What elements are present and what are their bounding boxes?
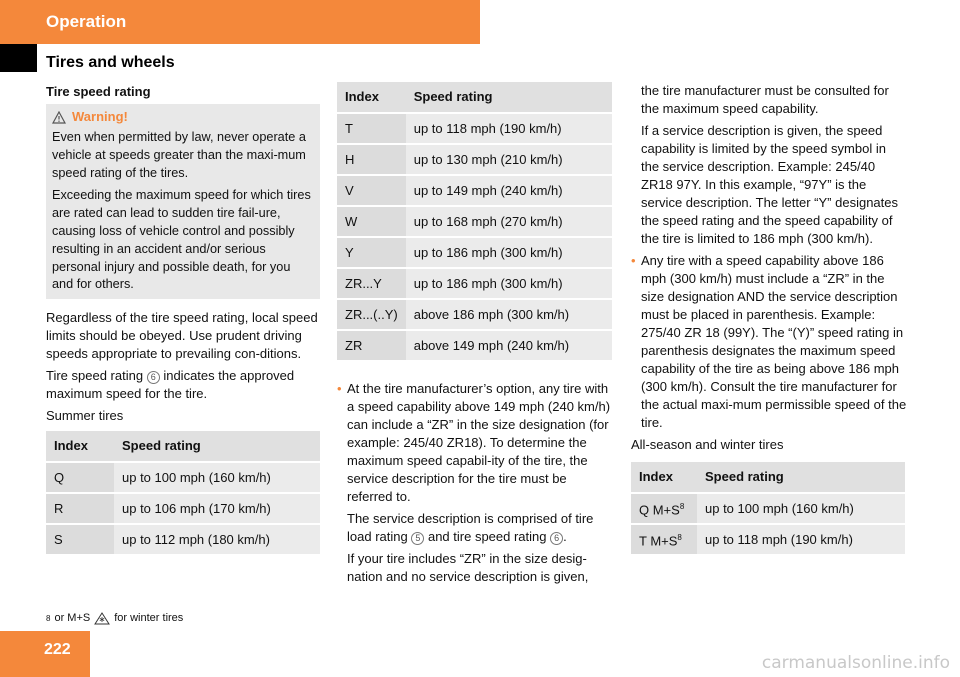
index-cell: ZR...Y [337, 268, 406, 299]
all-season-table [631, 462, 905, 556]
table-row [46, 493, 320, 524]
index-cell [631, 493, 697, 524]
ref-circle-icon: 5 [411, 532, 424, 545]
speed-cell: up to 168 mph (270 km/h) [406, 206, 612, 237]
speed-rating-text-b: indicates the approved maximum speed for the tire. [46, 368, 295, 402]
speed-cell: up to 149 mph (240 km/h) [406, 175, 612, 206]
index-cell [631, 524, 697, 555]
index-cell: T [337, 113, 406, 144]
speed-cell: up to 186 mph (300 km/h) [406, 237, 612, 268]
section-banner [0, 0, 480, 44]
warning-box [46, 104, 320, 299]
table-header-index: Index [337, 82, 406, 113]
table-row [337, 206, 612, 237]
footnote [46, 611, 183, 625]
warning-text-2: Exceeding the maximum speed for which tires are rated can lead to sudden tire fail-ure, causing loss of vehicle control and possibly resulting in an accident and/or serious personal injury and possible death, for you and for others. [52, 188, 311, 292]
parenthesis-bullet: • Any tire with a speed capability above 186 mph (300 km/h) must include a “ZR” in the size designation AND the service description must be placed in parenthesis. Example: 275/40 ZR 18 (99Y). The “(Y)” speed rating in parenthesis designates the maximum speed capability of the tire as being above 186 mph (300 km/h). Consult the tire manufacturer for the actual maxi-mum permissible speed of the tire. [631, 252, 907, 432]
index-cell: ZR...(..Y) [337, 299, 406, 330]
warning-title [52, 108, 314, 126]
right-column [631, 82, 907, 556]
warning-text-1: Even when permitted by law, never operate a vehicle at speeds greater than the maxi-mum speed rating of the tires. [52, 130, 306, 180]
index-cell: V [337, 175, 406, 206]
warning-title-text: Warning! [72, 109, 128, 124]
table-row [631, 524, 905, 555]
zr-bullet: • At the tire manufacturer’s option, any tire with a speed capability above 149 mph (240 km/h) can include a “ZR” in the size designation (for example: 245/40 ZR18). To determine the maximum speed capabil-ity of the tire, the service description for the tire must be referred to. [337, 380, 614, 506]
table-header-speed: Speed rating [406, 82, 612, 113]
footnote-text-a: or M+S [54, 612, 91, 624]
table-row [337, 144, 612, 175]
index-text: T M+S [639, 533, 678, 549]
snowflake-mountain-icon [94, 611, 110, 625]
warning-triangle-icon [52, 111, 66, 124]
left-column [46, 83, 322, 556]
page-subtitle: Tires and wheels [46, 54, 175, 71]
speed-cell: up to 186 mph (300 km/h) [406, 268, 612, 299]
footnote-ref: 8 [677, 532, 682, 542]
footnote-number: 8 [46, 613, 51, 623]
table-header-index: Index [46, 431, 114, 462]
speed-cell: above 149 mph (240 km/h) [406, 330, 612, 361]
service-description-text [337, 510, 614, 546]
index-cell: H [337, 144, 406, 175]
speed-cell: up to 112 mph (180 km/h) [114, 524, 320, 555]
zr-no-description-text: If your tire includes “ZR” in the size desig-nation and no service description is given, [347, 551, 589, 584]
speed-cell: up to 118 mph (190 km/h) [697, 524, 905, 555]
service-text-c: . [563, 529, 567, 544]
table-row [337, 268, 612, 299]
speed-rating-table [337, 82, 612, 362]
page-number-box [0, 631, 90, 677]
summer-tires-table [46, 431, 320, 556]
speed-cell: up to 100 mph (160 km/h) [697, 493, 905, 524]
table-row [46, 462, 320, 493]
middle-column [337, 82, 614, 590]
service-text-b: and tire speed rating [427, 529, 547, 544]
index-cell: ZR [337, 330, 406, 361]
page-number: 222 [44, 641, 71, 658]
table-row [337, 237, 612, 268]
table-header-index: Index [631, 462, 697, 493]
index-cell: W [337, 206, 406, 237]
table-row [337, 113, 612, 144]
index-cell: R [46, 493, 114, 524]
section-title: Operation [46, 12, 127, 31]
speed-cell: above 186 mph (300 km/h) [406, 299, 612, 330]
watermark: carmanualsonline.info [761, 653, 950, 673]
speed-cell: up to 106 mph (170 km/h) [114, 493, 320, 524]
table-row [46, 524, 320, 555]
index-text: Q M+S [639, 502, 680, 518]
speed-rating-text-a: Tire speed rating [46, 368, 144, 384]
consult-manufacturer-text: the tire manufacturer must be consulted for the maximum speed capability. [641, 83, 889, 116]
index-cell: S [46, 524, 114, 555]
speed-limit-paragraph: Regardless of the tire speed rating, local speed limits should be obeyed. Use prudent driving speeds appropriate to prevailing con-ditions. [46, 310, 318, 362]
table-row [337, 175, 612, 206]
speed-cell: up to 118 mph (190 km/h) [406, 113, 612, 144]
index-cell: Y [337, 237, 406, 268]
ref-circle-icon: 6 [550, 532, 563, 545]
table-row [631, 493, 905, 524]
index-cell: Q [46, 462, 114, 493]
table-row [337, 299, 612, 330]
service-text-a: The service description is comprised of tire load rating [347, 511, 594, 544]
service-description-example: If a service description is given, the speed capability is limited by the speed symbol in the service description. Example: 245/40 ZR18 97Y. In this example, “97Y” is the service description. The letter “Y” designates the speed rating and the speed capability of the tire is limited to 186 mph (300 km/h). [641, 123, 898, 246]
summer-tires-label: Summer tires [46, 408, 124, 424]
footnote-text-b: for winter tires [114, 612, 184, 624]
footnote-ref: 8 [679, 501, 685, 511]
section-heading: Tire speed rating [46, 84, 151, 99]
speed-cell: up to 130 mph (210 km/h) [406, 144, 612, 175]
speed-rating-paragraph [46, 367, 322, 403]
ref-circle-icon: 6 [147, 371, 160, 384]
all-season-label: All-season and winter tires [631, 437, 784, 452]
black-tab [0, 44, 37, 72]
table-header-speed: Speed rating [697, 462, 905, 493]
table-row [337, 330, 612, 361]
table-header-speed: Speed rating [114, 431, 320, 462]
speed-cell: up to 100 mph (160 km/h) [114, 462, 320, 493]
